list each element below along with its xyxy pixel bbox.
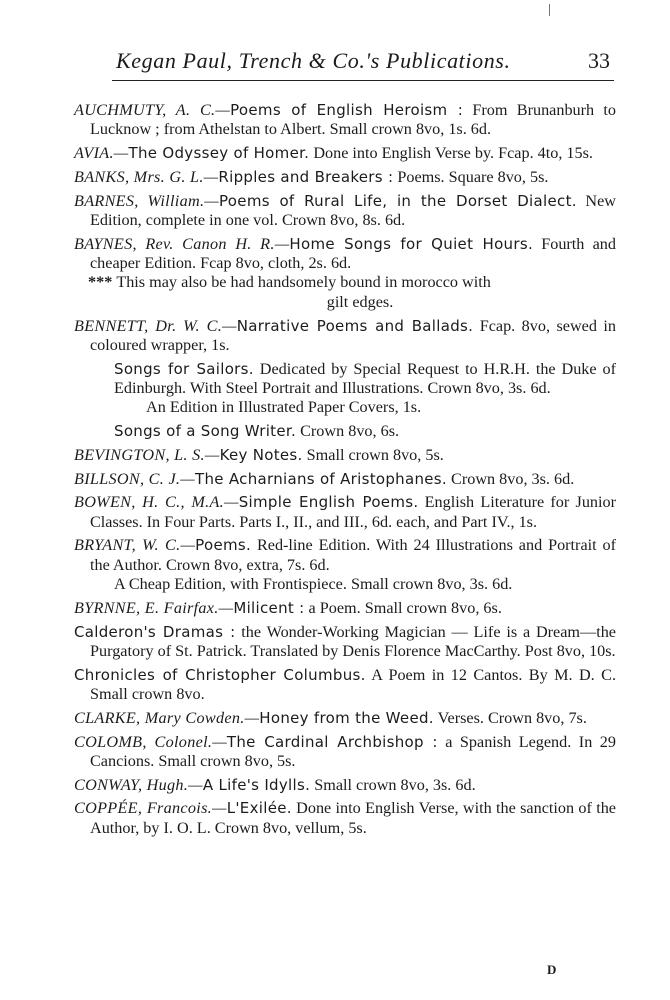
entry-description: Done into English Verse by. Fcap. 4to, 15s. (309, 144, 593, 163)
list-item (74, 144, 616, 163)
entry-title: The Odyssey of Homer. (128, 144, 310, 163)
entry-author: BENNETT, Dr. W. C.— (74, 316, 237, 335)
list-item (74, 536, 616, 594)
entry-description: the Wonder-Working Magician — Life is a Dream—the Purgatory of St. Patrick. Translated by Denis Florence MacCarthy. Post 8vo, 10s. (90, 622, 616, 661)
publication-list (74, 101, 616, 842)
entry-description: Fourth and cheaper Edition. Fcap 8vo, cloth, 2s. 6d. (90, 234, 616, 273)
entry-title: Honey from the Weed. (259, 708, 434, 727)
entry-description: A Poem in 12 Cantos. By M. D. C. Small crown 8vo. (90, 665, 616, 704)
list-item (74, 317, 616, 356)
entry-title: Calderon's Dramas : (74, 622, 236, 641)
page-number: 33 (588, 48, 610, 73)
list-item (74, 623, 616, 662)
entry-description: Done into English Verse, with the sanction of the Author, by I. O. L. Crown 8vo, vellum, 5s. (90, 799, 616, 837)
entry-title: Narrative Poems and Ballads. (236, 316, 474, 335)
entry-title: Songs of a Song Writer. (114, 422, 297, 441)
entry-description: English Literature for Junior Classes. In Four Parts. Parts I., II., and III., 6d. each, and Part IV., 1s. (90, 493, 616, 531)
entry-description: a Spanish Legend. In 29 Cancions. Small crown 8vo, 5s. (90, 732, 616, 770)
entry-author: CONWAY, Hugh.— (74, 775, 203, 794)
entry-title: L'Exilée. (226, 799, 292, 818)
edition-note: A Cheap Edition, with Frontispiece. Small crown 8vo, 3s. 6d. (114, 575, 513, 594)
list-item (74, 470, 616, 489)
list-item (114, 360, 616, 418)
binding-note (74, 273, 616, 312)
entry-title: The Acharnians of Aristophanes. (194, 469, 447, 488)
entry-title: Poems of English Heroism : (230, 101, 464, 119)
signature-mark: D (547, 962, 557, 977)
entry-description: a Poem. Small crown 8vo, 6s. (304, 598, 502, 617)
entry-description: Poems. Square 8vo, 5s. (393, 167, 549, 186)
entry-title: The Cardinal Archbishop : (226, 732, 438, 751)
list-item (74, 776, 616, 795)
list-item (114, 422, 616, 441)
list-item (74, 709, 616, 728)
edition-note: An Edition in Illustrated Paper Covers, 1s. (146, 398, 422, 417)
entry-description: Red-line Edition. With 24 Illustrations and Portrait of the Author. Crown 8vo, extra, 7s. 6d. (90, 536, 616, 574)
entry-description: New Edition, complete in one vol. Crown 8vo, 8s. 6d. (90, 191, 616, 229)
list-item (74, 599, 616, 618)
entry-title: Simple English Poems. (238, 493, 419, 512)
entry-author: AVIA.— (74, 144, 129, 163)
asterism-mark: *** (88, 273, 117, 292)
entry-author: BOWEN, H. C., M.A.— (74, 493, 239, 512)
entry-description: Fcap. 8vo, sewed in coloured wrapper, 1s. (90, 316, 616, 354)
entry-title: Key Notes. (219, 445, 303, 464)
page-header (112, 46, 614, 81)
entry-title: Chronicles of Christopher Columbus. (74, 665, 366, 684)
entry-description: Small crown 8vo, 5s. (302, 445, 444, 464)
print-speck (549, 4, 550, 16)
entry-author: BANKS, Mrs. G. L.— (74, 167, 219, 186)
list-item (74, 666, 616, 705)
entry-author: BAYNES, Rev. Canon H. R.— (74, 234, 290, 253)
entry-title: Home Songs for Quiet Hours. (289, 234, 534, 253)
entry-title: Songs for Sailors. (114, 359, 254, 378)
entry-description: Verses. Crown 8vo, 7s. (433, 708, 587, 727)
entry-title: Poems of Rural Life, in the Dorset Dialect. (219, 191, 577, 210)
list-item (74, 168, 616, 187)
entry-description: Crown 8vo, 3s. 6d. (447, 469, 575, 488)
running-title: Kegan Paul, Trench & Co.'s Publications. (116, 48, 511, 73)
entry-author: CLARKE, Mary Cowden.— (74, 708, 260, 727)
list-item (74, 799, 616, 838)
list-item (74, 235, 616, 274)
list-item (74, 733, 616, 772)
entry-title: Milicent : (233, 598, 305, 617)
entry-description: From Brunanburh to Lucknow ; from Athelstan to Albert. Small crown 8vo, 1s. 6d. (90, 101, 616, 139)
list-item (74, 446, 616, 465)
note-continuation: gilt edges. (326, 292, 394, 311)
entry-author: AUCHMUTY, A. C.— (74, 101, 231, 119)
entry-title: A Life's Idylls. (202, 775, 311, 794)
entry-author: BYRNNE, E. Fairfax.— (74, 598, 234, 617)
entry-author: COPPÉE, Francois.— (74, 799, 227, 818)
list-item (74, 101, 616, 140)
entry-title: Poems. (195, 536, 252, 555)
entry-description: Dedicated by Special Request to H.R.H. the Duke of Edinburgh. With Steel Portrait and Illustrations. Crown 8vo, 3s. 6d. (114, 359, 616, 398)
entry-author: BARNES, William.— (74, 191, 219, 210)
entry-description: Small crown 8vo, 3s. 6d. (310, 775, 476, 794)
entry-author: BEVINGTON, L. S.— (74, 445, 220, 464)
note-text: This may also be had handsomely bound in morocco with (116, 273, 491, 292)
list-item (74, 493, 616, 532)
entry-title: Ripples and Breakers : (218, 167, 394, 186)
list-item (74, 192, 616, 231)
entry-author: BILLSON, C. J.— (74, 469, 195, 488)
entry-description: Crown 8vo, 6s. (296, 422, 400, 441)
entry-author: BRYANT, W. C.— (74, 536, 196, 555)
entry-author: COLOMB, Colonel.— (74, 732, 227, 751)
